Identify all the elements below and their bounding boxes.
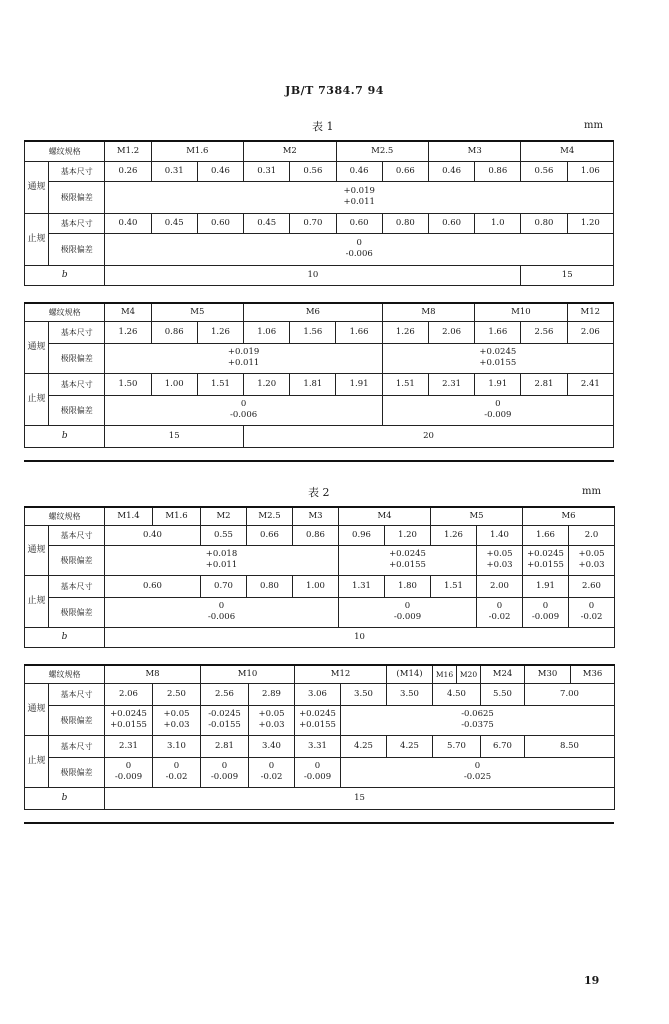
table-cell: 1.81	[290, 373, 336, 395]
table1-bottom-rule	[24, 460, 614, 462]
lower-deviation: -0.025	[463, 772, 492, 782]
table-cell: 0.45	[244, 213, 290, 233]
spec-cell: M10	[475, 303, 567, 321]
table-cell: 8.50	[525, 735, 615, 757]
table-cell: 2.50	[153, 683, 201, 705]
lower-deviation: -0.009	[393, 612, 422, 622]
spec-cell: M1.2	[105, 141, 151, 161]
table-cell: 0.40	[105, 213, 151, 233]
deviation-cell	[569, 597, 615, 627]
upper-deviation: 0	[474, 761, 481, 771]
upper-deviation: 0	[356, 238, 362, 248]
upper-deviation: 0	[542, 601, 549, 611]
deviation-cell	[201, 705, 249, 735]
table-cell: 3.50	[341, 683, 387, 705]
table-cell: 0.31	[244, 161, 290, 181]
deviation-cell	[477, 597, 523, 627]
upper-deviation: +0.0245	[479, 347, 517, 357]
table2-bottom-rule	[24, 822, 614, 824]
upper-deviation: +0.019	[227, 347, 260, 357]
table-cell: 1.66	[475, 321, 521, 343]
table-cell: 0.31	[151, 161, 197, 181]
spec-cell: M5	[431, 507, 523, 525]
basic-size-label: 基本尺寸	[49, 735, 105, 757]
spec-cell: M1.6	[151, 141, 243, 161]
table-cell: 0.66	[382, 161, 428, 181]
table-cell: 1.51	[431, 575, 477, 597]
spec-cell: M5	[151, 303, 243, 321]
upper-deviation: 0	[496, 601, 503, 611]
table-cell: 1.66	[336, 321, 382, 343]
table-cell: 1.91	[336, 373, 382, 395]
deviation-cell	[339, 597, 477, 627]
deviation-cell	[523, 545, 569, 575]
table-cell: 6.70	[481, 735, 525, 757]
lower-deviation: -0.009	[484, 410, 512, 420]
deviation-cell	[382, 395, 613, 425]
lower-deviation: -0.02	[260, 772, 283, 782]
table1-part-a	[24, 140, 614, 286]
deviation-cell	[105, 545, 339, 575]
spec-header: 螺纹规格	[25, 507, 105, 525]
spec-cell: M3	[428, 141, 520, 161]
table-cell: 1.20	[385, 525, 431, 545]
upper-deviation: +0.019	[343, 186, 375, 196]
lower-deviation: +0.0155	[479, 358, 517, 368]
spec-cell: M12	[295, 665, 387, 683]
table-cell: 3.50	[387, 683, 433, 705]
table-cell: 0.56	[521, 161, 567, 181]
table-cell: 1.51	[197, 373, 243, 395]
table2-unit: mm	[582, 486, 601, 497]
table-cell: 3.40	[249, 735, 295, 757]
nogo-gauge-label: 止规	[25, 213, 49, 265]
table-cell: 0.60	[105, 575, 201, 597]
upper-deviation: 0	[268, 761, 275, 771]
spec-cell: M4	[521, 141, 614, 161]
deviation-label: 极限偏差	[49, 233, 105, 265]
basic-size-label: 基本尺寸	[49, 373, 105, 395]
table-cell: 1.26	[105, 321, 151, 343]
b-label: b	[25, 787, 105, 809]
spec-cell: M2.5	[247, 507, 293, 525]
spec-cell: M3	[293, 507, 339, 525]
table-cell: 5.50	[481, 683, 525, 705]
table-cell: 4.25	[341, 735, 387, 757]
table-cell: 1.56	[290, 321, 336, 343]
basic-size-label: 基本尺寸	[49, 525, 105, 545]
upper-deviation: +0.0245	[299, 709, 336, 719]
nogo-gauge-label: 止规	[25, 575, 49, 627]
spec-cell: M16	[433, 665, 457, 683]
deviation-cell	[249, 705, 295, 735]
table-cell: 1.26	[382, 321, 428, 343]
deviation-cell	[105, 705, 153, 735]
standard-header: JB/T 7384.7 94	[285, 84, 384, 97]
deviation-cell	[105, 757, 153, 787]
lower-deviation: -0.006	[229, 410, 258, 420]
go-gauge-label: 通规	[25, 161, 49, 213]
table-cell: 2.31	[428, 373, 474, 395]
table-cell: 2.56	[521, 321, 567, 343]
upper-deviation: 0	[125, 761, 132, 771]
table-cell: 0.80	[382, 213, 428, 233]
lower-deviation: +0.011	[343, 197, 375, 207]
go-gauge-label: 通规	[25, 321, 49, 373]
upper-deviation: +0.0245	[389, 549, 426, 559]
deviation-cell	[105, 181, 614, 213]
table-cell: 2.89	[249, 683, 295, 705]
upper-deviation: +0.0245	[110, 709, 147, 719]
basic-size-label: 基本尺寸	[49, 321, 105, 343]
table-cell: 1.51	[382, 373, 428, 395]
table-cell: 0.60	[428, 213, 474, 233]
spec-cell: M1.6	[153, 507, 201, 525]
table-cell: 1.26	[197, 321, 243, 343]
spec-cell: M1.4	[105, 507, 153, 525]
upper-deviation: 0	[173, 761, 180, 771]
table1-part-b	[24, 302, 614, 448]
lower-deviation: +0.03	[163, 720, 190, 730]
b-label: b	[25, 627, 105, 647]
b-label: b	[25, 425, 105, 447]
lower-deviation: +0.0155	[110, 720, 147, 730]
table-cell: 0.46	[336, 161, 382, 181]
table-cell: 0.86	[151, 321, 197, 343]
spec-cell: M6	[523, 507, 615, 525]
table-cell: 2.06	[428, 321, 474, 343]
upper-deviation: 0	[221, 761, 228, 771]
table-cell: 4.50	[433, 683, 481, 705]
table-cell: 7.00	[525, 683, 615, 705]
table-cell: 2.00	[477, 575, 523, 597]
go-gauge-label: 通规	[25, 683, 49, 735]
table-cell: 2.81	[201, 735, 249, 757]
spec-cell: M2	[201, 507, 247, 525]
deviation-cell	[249, 757, 295, 787]
upper-deviation: 0	[495, 399, 501, 409]
lower-deviation: -0.009	[210, 772, 239, 782]
table-cell: 0.46	[197, 161, 243, 181]
table-cell: 2.06	[105, 683, 153, 705]
table-cell: 1.00	[151, 373, 197, 395]
lower-deviation: -0.02	[165, 772, 188, 782]
spec-header: 螺纹规格	[25, 303, 105, 321]
table-cell: 0.56	[290, 161, 336, 181]
table-cell: 1.06	[244, 321, 290, 343]
table-cell: 1.91	[475, 373, 521, 395]
lower-deviation: -0.02	[580, 612, 603, 622]
table-cell: 0.70	[201, 575, 247, 597]
spec-cell: M4	[339, 507, 431, 525]
deviation-cell	[382, 343, 613, 373]
table-cell: 2.56	[201, 683, 249, 705]
table-cell: 3.06	[295, 683, 341, 705]
basic-size-label: 基本尺寸	[49, 575, 105, 597]
deviation-label: 极限偏差	[49, 757, 105, 787]
table-cell: 1.80	[385, 575, 431, 597]
lower-deviation: +0.03	[578, 560, 605, 570]
deviation-cell	[105, 343, 382, 373]
b-value: 10	[105, 265, 521, 285]
table-cell: 0.66	[247, 525, 293, 545]
table-cell: 0.46	[428, 161, 474, 181]
table-cell: 1.66	[523, 525, 569, 545]
lower-deviation: -0.009	[114, 772, 143, 782]
nogo-gauge-label: 止规	[25, 373, 49, 425]
table-cell: 2.31	[105, 735, 153, 757]
deviation-label: 极限偏差	[49, 597, 105, 627]
lower-deviation: -0.0155	[208, 720, 241, 730]
table-cell: 0.26	[105, 161, 151, 181]
deviation-cell	[569, 545, 615, 575]
deviation-cell	[105, 395, 382, 425]
table-cell: 0.86	[293, 525, 339, 545]
table-cell: 1.31	[339, 575, 385, 597]
table-cell: 0.80	[521, 213, 567, 233]
table-cell: 0.80	[247, 575, 293, 597]
table-cell: 0.40	[105, 525, 201, 545]
table-cell: 3.10	[153, 735, 201, 757]
table-cell: 0.70	[290, 213, 336, 233]
table-cell: 1.91	[523, 575, 569, 597]
lower-deviation: -0.009	[531, 612, 560, 622]
table-cell: 1.0	[475, 213, 521, 233]
spec-cell: M12	[567, 303, 613, 321]
table-cell: 2.0	[569, 525, 615, 545]
deviation-cell	[523, 597, 569, 627]
lower-deviation: +0.011	[227, 358, 260, 368]
go-gauge-label: 通规	[25, 525, 49, 575]
deviation-cell	[341, 757, 615, 787]
table-cell: 0.60	[336, 213, 382, 233]
table-cell: 2.81	[521, 373, 567, 395]
lower-deviation: -0.009	[303, 772, 332, 782]
spec-header: 螺纹规格	[25, 665, 105, 683]
b-value: 15	[521, 265, 614, 285]
spec-cell: M30	[525, 665, 571, 683]
table-cell: 0.55	[201, 525, 247, 545]
spec-cell: M2.5	[336, 141, 428, 161]
table-cell: 2.06	[567, 321, 613, 343]
deviation-cell	[295, 705, 341, 735]
lower-deviation: +0.03	[486, 560, 513, 570]
table1-unit: mm	[584, 120, 603, 131]
table-cell: 4.25	[387, 735, 433, 757]
upper-deviation: 0	[404, 601, 411, 611]
spec-cell: (M14)	[387, 665, 433, 683]
table-cell: 2.60	[569, 575, 615, 597]
basic-size-label: 基本尺寸	[49, 213, 105, 233]
b-label: b	[25, 265, 105, 285]
spec-cell: M2	[244, 141, 336, 161]
deviation-cell	[477, 545, 523, 575]
spec-cell: M4	[105, 303, 151, 321]
deviation-label: 极限偏差	[49, 343, 105, 373]
spec-cell: M10	[201, 665, 295, 683]
table-cell: 3.31	[295, 735, 341, 757]
upper-deviation: -0.0245	[208, 709, 241, 719]
upper-deviation: +0.05	[578, 549, 605, 559]
deviation-cell	[153, 757, 201, 787]
upper-deviation: 0	[240, 399, 247, 409]
spec-header: 螺纹规格	[25, 141, 105, 161]
lower-deviation: -0.0375	[461, 720, 494, 730]
lower-deviation: +0.011	[205, 560, 238, 570]
nogo-gauge-label: 止规	[25, 735, 49, 787]
b-value: 15	[105, 425, 244, 447]
b-value: 10	[105, 627, 615, 647]
upper-deviation: 0	[588, 601, 595, 611]
table-cell: 0.60	[197, 213, 243, 233]
table-cell: 1.06	[567, 161, 613, 181]
deviation-cell	[341, 705, 615, 735]
table-cell: 1.26	[431, 525, 477, 545]
b-value: 20	[244, 425, 614, 447]
lower-deviation: +0.0155	[527, 560, 564, 570]
spec-cell: M24	[481, 665, 525, 683]
deviation-cell	[105, 597, 339, 627]
deviation-cell	[295, 757, 341, 787]
lower-deviation: -0.006	[207, 612, 236, 622]
table-cell: 1.20	[567, 213, 613, 233]
upper-deviation: 0	[218, 601, 225, 611]
deviation-cell	[339, 545, 477, 575]
deviation-cell	[153, 705, 201, 735]
lower-deviation: +0.0155	[389, 560, 426, 570]
lower-deviation: -0.02	[488, 612, 511, 622]
spec-cell: M20	[457, 665, 481, 683]
spec-cell: M8	[382, 303, 474, 321]
page-number: 19	[584, 974, 600, 987]
table-cell: 1.20	[244, 373, 290, 395]
table2-part-b	[24, 664, 615, 810]
deviation-cell	[201, 757, 249, 787]
table-cell: 2.41	[567, 373, 613, 395]
deviation-label: 极限偏差	[49, 395, 105, 425]
deviation-cell	[105, 233, 614, 265]
lower-deviation: +0.03	[258, 720, 285, 730]
table-cell: 0.96	[339, 525, 385, 545]
table-cell: 0.45	[151, 213, 197, 233]
spec-cell: M8	[105, 665, 201, 683]
upper-deviation: -0.0625	[461, 709, 494, 719]
upper-deviation: +0.0245	[527, 549, 564, 559]
upper-deviation: 0	[314, 761, 321, 771]
upper-deviation: +0.018	[205, 549, 238, 559]
spec-cell: M36	[571, 665, 615, 683]
upper-deviation: +0.05	[258, 709, 285, 719]
deviation-label: 极限偏差	[49, 705, 105, 735]
table1-caption: 表 1	[312, 120, 334, 133]
upper-deviation: +0.05	[163, 709, 190, 719]
table-cell: 1.50	[105, 373, 151, 395]
lower-deviation: -0.006	[345, 249, 373, 259]
b-value: 15	[105, 787, 615, 809]
table-cell: 1.00	[293, 575, 339, 597]
upper-deviation: +0.05	[486, 549, 513, 559]
table-cell: 0.86	[475, 161, 521, 181]
deviation-label: 极限偏差	[49, 545, 105, 575]
table2-part-a	[24, 506, 615, 648]
table-cell: 5.70	[433, 735, 481, 757]
deviation-label: 极限偏差	[49, 181, 105, 213]
table-cell: 1.40	[477, 525, 523, 545]
basic-size-label: 基本尺寸	[49, 683, 105, 705]
table2-caption: 表 2	[308, 486, 330, 499]
basic-size-label: 基本尺寸	[49, 161, 105, 181]
spec-cell: M6	[244, 303, 383, 321]
lower-deviation: +0.0155	[299, 720, 336, 730]
